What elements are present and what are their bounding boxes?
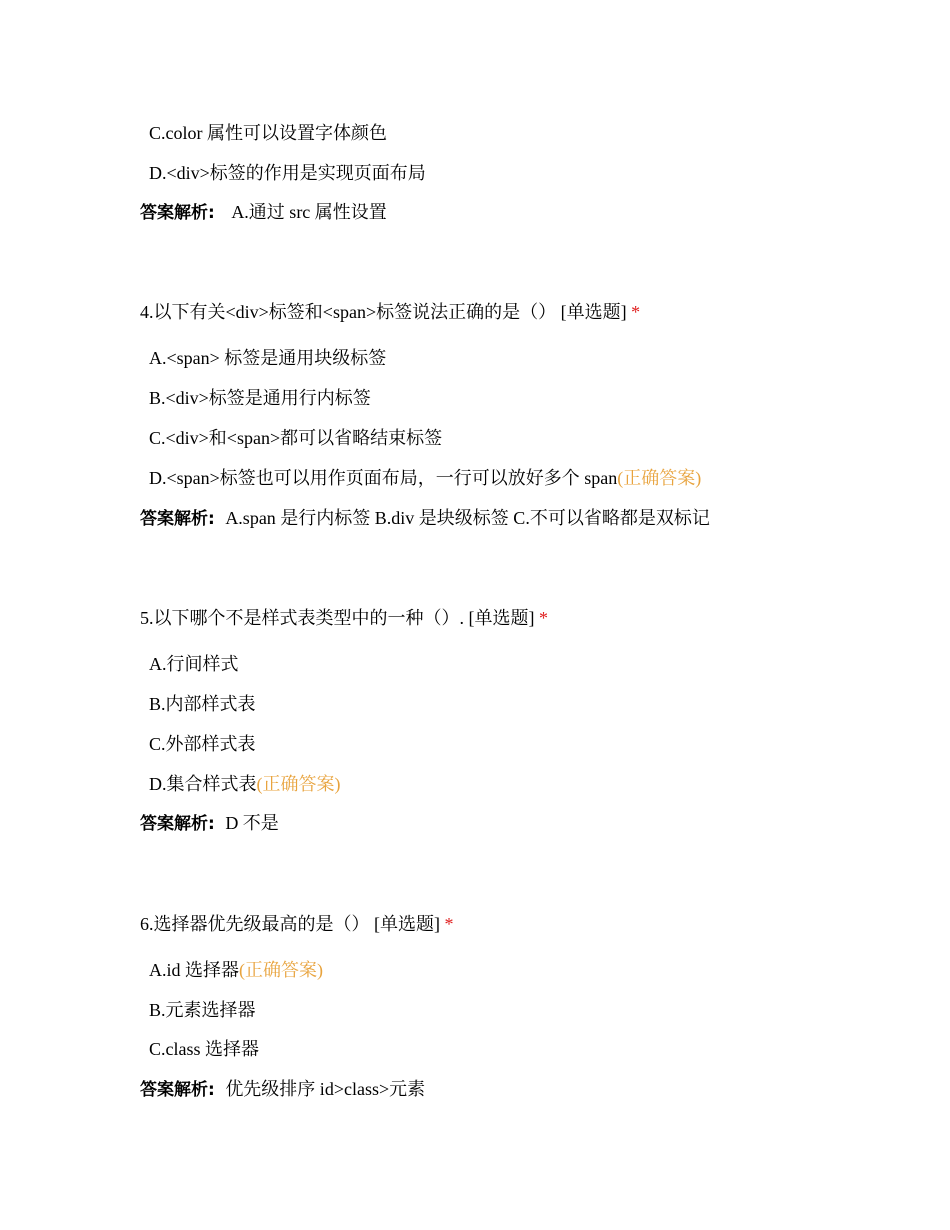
required-mark: * [631, 302, 641, 322]
required-mark: * [444, 914, 454, 934]
option-text: B.内部样式表 [149, 694, 256, 714]
option-text: B.元素选择器 [149, 1000, 256, 1020]
q4-option-d [149, 466, 701, 490]
q4-option-b [149, 386, 371, 410]
q6-option-b [149, 998, 256, 1022]
q4-option-c [149, 426, 442, 450]
option-text: B.<div>标签是通用行内标签 [149, 388, 371, 408]
option-text: C.class 选择器 [149, 1039, 259, 1059]
q5-option-d [149, 772, 341, 796]
q6-analysis [140, 1077, 425, 1102]
correct-answer-label: (正确答案) [256, 774, 341, 794]
question-text: 4.以下有关<div>标签和<span>标签说法正确的是（） [单选题] [140, 302, 627, 322]
analysis-label: 答案解析: [140, 203, 215, 223]
question-text: 6.选择器优先级最高的是（） [单选题] [140, 914, 440, 934]
q4-option-a [149, 346, 386, 370]
q5-option-c [149, 732, 256, 756]
analysis-label: 答案解析: [140, 509, 215, 529]
question-4-title [140, 300, 640, 324]
question-5-title [140, 606, 548, 630]
prev-analysis [140, 200, 387, 225]
option-text: A.<span> 标签是通用块级标签 [149, 348, 387, 368]
analysis-text: D 不是 [225, 813, 279, 833]
prev-option-d [149, 161, 426, 185]
option-text: A.行间样式 [149, 654, 239, 674]
q6-option-a [149, 958, 323, 982]
analysis-label: 答案解析: [140, 1080, 215, 1100]
question-6-title [140, 912, 454, 936]
option-text: D.<div>标签的作用是实现页面布局 [149, 163, 426, 183]
option-text: D.集合样式表 [149, 774, 257, 794]
q5-analysis [140, 811, 279, 836]
option-text: A.id 选择器 [149, 960, 239, 980]
required-mark: * [539, 608, 548, 628]
prev-option-c [149, 121, 387, 145]
correct-answer-label: (正确答案) [239, 960, 323, 980]
q6-option-c [149, 1037, 259, 1061]
analysis-label: 答案解析: [140, 814, 215, 834]
option-text: C.color 属性可以设置字体颜色 [149, 123, 387, 143]
analysis-text: A.通过 src 属性设置 [231, 202, 387, 222]
q5-option-a [149, 652, 239, 676]
correct-answer-label: (正确答案) [617, 468, 702, 488]
option-text: C.<div>和<span>都可以省略结束标签 [149, 428, 443, 448]
analysis-text: 优先级排序 id>class>元素 [225, 1079, 426, 1099]
option-text: D.<span>标签也可以用作页面布局，一行可以放好多个 span [149, 468, 618, 488]
q4-analysis [140, 506, 710, 531]
option-text: C.外部样式表 [149, 734, 256, 754]
analysis-text: A.span 是行内标签 B.div 是块级标签 C.不可以省略都是双标记 [225, 508, 710, 528]
q5-option-b [149, 692, 256, 716]
question-text: 5.以下哪个不是样式表类型中的一种（）. [单选题] [140, 608, 535, 628]
